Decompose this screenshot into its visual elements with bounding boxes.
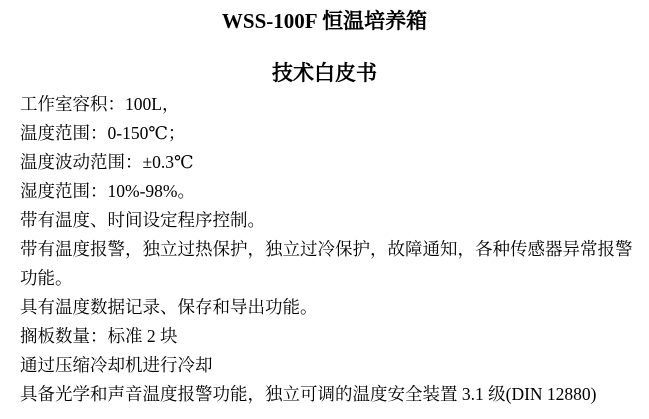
document-subtitle: 技术白皮书	[272, 61, 377, 85]
spec-line-data-logging: 具有温度数据记录、保存和导出功能。	[20, 297, 318, 317]
spec-line-temperature-fluctuation: 温度波动范围：±0.3℃	[20, 152, 194, 172]
spec-line-shelf-count: 搁板数量：标准 2 块	[20, 326, 178, 346]
document-title: WSS-100F 恒温培养箱	[221, 9, 428, 33]
spec-line-temperature-range: 温度范围：0-150℃；	[20, 123, 186, 143]
spec-line-humidity-range: 湿度范围：10%-98%。	[20, 181, 195, 201]
spec-line-alarm-protection: 带有温度报警，独立过热保护，独立过冷保护，故障通知，各种传感器异常报警功能。	[20, 239, 633, 288]
spec-list	[20, 90, 635, 409]
spec-line-cooling-method: 通过压缩冷却机进行冷却	[20, 355, 213, 375]
spec-line-safety-device: 具备光学和声音温度报警功能，独立可调的温度安全装置 3.1 级(DIN 12880)	[20, 384, 597, 404]
spec-line-chamber-volume: 工作室容积：100L，	[20, 94, 180, 114]
spec-line-program-control: 带有温度、时间设定程序控制。	[20, 210, 265, 230]
